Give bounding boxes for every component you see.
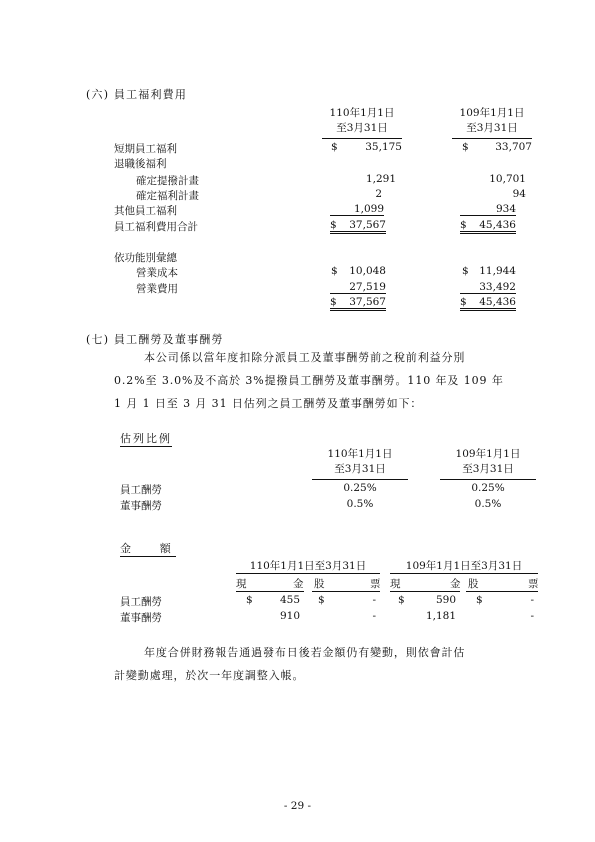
s6-func-label: 營業成本 bbox=[136, 267, 178, 279]
ratio-title: 估列比例 bbox=[120, 432, 172, 445]
s6-func-title: 依功能別彙總 bbox=[114, 252, 177, 264]
sub-cash-1: 現 bbox=[236, 578, 247, 590]
s6-func-v2-sign: $ bbox=[462, 265, 469, 277]
amount-title bbox=[120, 540, 176, 557]
amount-c1-sign: $ bbox=[246, 594, 253, 606]
amount-title-part: 金 bbox=[120, 542, 133, 555]
sub-stock-2: 票 bbox=[528, 578, 539, 590]
s6-col2-header-line2: 至3月31日 bbox=[466, 122, 518, 134]
ratio-col2-header-line2: 至3月31日 bbox=[462, 463, 514, 475]
s6-total-v2-sign: $ bbox=[460, 219, 467, 231]
s6-total-cell bbox=[460, 219, 516, 234]
page-number: - 29 - bbox=[283, 800, 312, 812]
s6-total-v1-sign: $ bbox=[330, 219, 337, 231]
s6-row-label: 退職後福利 bbox=[114, 158, 167, 170]
s6-row-v1: 1,099 bbox=[330, 203, 384, 216]
s6-row-label: 確定福利計畫 bbox=[136, 190, 199, 202]
paragraph-line: 1 月 1 日至 3 月 31 日估列之員工酬勞及董事酬勞如下： bbox=[114, 397, 423, 410]
ratio-col1-header bbox=[312, 447, 408, 477]
s6-func-total-cell bbox=[330, 296, 386, 311]
s6-func-v1: 10,048 bbox=[349, 265, 386, 277]
s6-row-v1: 2 bbox=[375, 188, 382, 200]
s6-row-v1: 35,175 bbox=[365, 141, 402, 153]
s6-col1-header-line2: 至3月31日 bbox=[336, 122, 388, 134]
amount-period1-rule bbox=[236, 573, 380, 574]
amount-s2: - bbox=[530, 610, 534, 622]
sub-cash-rule bbox=[390, 591, 460, 592]
s6-col2-header bbox=[452, 106, 532, 136]
paragraph-line: 0.2%至 3.0%及不高於 3%提撥員工酬勞及董事酬勞。110 年及 109 年 bbox=[114, 374, 504, 387]
s6-col2-header-line1: 109年1月1日 bbox=[459, 107, 525, 119]
amount-c2-sign: $ bbox=[398, 594, 405, 606]
amount-s1: - bbox=[372, 610, 376, 622]
s6-row-v2: 10,701 bbox=[489, 173, 526, 185]
paragraph-line: 年度合併財務報告通過發布日後若金額仍有變動，則依會計估 bbox=[144, 646, 466, 659]
s6-row-v1: 1,291 bbox=[365, 173, 396, 185]
s6-func-total-v1-sign: $ bbox=[330, 296, 337, 308]
ratio-row-v2: 0.25% bbox=[471, 482, 505, 494]
s6-func-v1-sign: $ bbox=[331, 265, 338, 277]
s6-func-v1: 27,519 bbox=[330, 281, 386, 294]
amount-c1: 455 bbox=[279, 594, 300, 606]
s6-col1-header-rule bbox=[322, 138, 402, 139]
s6-row-v2: 934 bbox=[460, 203, 516, 216]
ratio-col1-rule bbox=[312, 479, 408, 480]
s6-func-total-v2-sign: $ bbox=[460, 296, 467, 308]
ratio-row-v1: 0.5% bbox=[346, 498, 374, 510]
s6-row-v1-sign: $ bbox=[331, 141, 338, 153]
amount-period1-header: 110年1月1日至3月31日 bbox=[249, 560, 367, 572]
s6-row-v2-sign: $ bbox=[462, 141, 469, 153]
ratio-row-label: 董事酬勞 bbox=[120, 500, 162, 512]
s6-row-label: 其他員工福利 bbox=[114, 205, 177, 217]
s6-row-label: 員工福利費用合計 bbox=[114, 221, 198, 233]
ratio-col1-header-line1: 110年1月1日 bbox=[327, 448, 393, 460]
sub-cash-2: 金 bbox=[450, 578, 461, 590]
sub-stock-1: 股 bbox=[314, 578, 325, 590]
ratio-row-label: 員工酬勞 bbox=[120, 484, 162, 496]
s6-col2-header-rule bbox=[452, 138, 532, 139]
sub-stock-1: 股 bbox=[468, 578, 479, 590]
s6-total-v2: 45,436 bbox=[479, 219, 516, 231]
section7-title: (七) 員工酬勞及董事酬勞 bbox=[86, 333, 224, 346]
s6-func-total-v2: 45,436 bbox=[479, 296, 516, 308]
s6-func-v2: 33,492 bbox=[460, 281, 516, 294]
s6-col1-header-line1: 110年1月1日 bbox=[329, 107, 395, 119]
amount-row-label: 員工酬勞 bbox=[120, 596, 162, 608]
ratio-col2-header-line1: 109年1月1日 bbox=[455, 448, 521, 460]
amount-c1: 910 bbox=[279, 610, 300, 622]
s6-total-v1: 37,567 bbox=[349, 219, 386, 231]
ratio-col1-header-line2: 至3月31日 bbox=[334, 463, 386, 475]
amount-row-label: 董事酬勞 bbox=[120, 612, 162, 624]
s6-func-total-cell bbox=[460, 296, 516, 311]
amount-s1: - bbox=[372, 594, 376, 606]
ratio-col2-rule bbox=[440, 479, 536, 480]
amount-s1-sign: $ bbox=[318, 594, 325, 606]
s6-func-total-v1: 37,567 bbox=[349, 296, 386, 308]
amount-c2: 590 bbox=[435, 594, 456, 606]
paragraph-line: 本公司係以當年度扣除分派員工及董事酬勞前之稅前利益分別 bbox=[144, 351, 466, 364]
amount-period2-rule bbox=[390, 573, 538, 574]
sub-stock-2: 票 bbox=[370, 578, 381, 590]
s6-func-v2: 11,944 bbox=[479, 265, 516, 277]
s6-row-label: 短期員工福利 bbox=[114, 143, 177, 155]
paragraph-line: 計變動處理，於次一年度調整入帳。 bbox=[114, 669, 305, 682]
s6-row-v2: 33,707 bbox=[495, 141, 532, 153]
s6-row-v2: 94 bbox=[512, 188, 526, 200]
sub-stock-rule bbox=[312, 591, 380, 592]
section6-title: (六) 員工福利費用 bbox=[86, 88, 188, 101]
sub-cash-1: 現 bbox=[390, 578, 401, 590]
amount-period2-header: 109年1月1日至3月31日 bbox=[405, 560, 523, 572]
sub-stock-rule bbox=[466, 591, 538, 592]
sub-cash-2: 金 bbox=[293, 578, 304, 590]
ratio-row-v2: 0.5% bbox=[474, 498, 502, 510]
s6-col1-header bbox=[322, 106, 402, 136]
amount-s2-sign: $ bbox=[476, 594, 483, 606]
sub-cash-rule bbox=[236, 591, 304, 592]
s6-row-label: 確定提撥計畫 bbox=[136, 175, 199, 187]
closing-paragraph bbox=[114, 641, 554, 687]
ratio-col2-header bbox=[440, 447, 536, 477]
s6-func-label: 營業費用 bbox=[136, 283, 178, 295]
amount-c2: 1,181 bbox=[425, 610, 456, 622]
s6-total-cell bbox=[330, 219, 386, 234]
section7-paragraph bbox=[114, 346, 554, 415]
amount-title-part: 額 bbox=[159, 542, 172, 555]
ratio-row-v1: 0.25% bbox=[343, 482, 377, 494]
amount-s2: - bbox=[530, 594, 534, 606]
